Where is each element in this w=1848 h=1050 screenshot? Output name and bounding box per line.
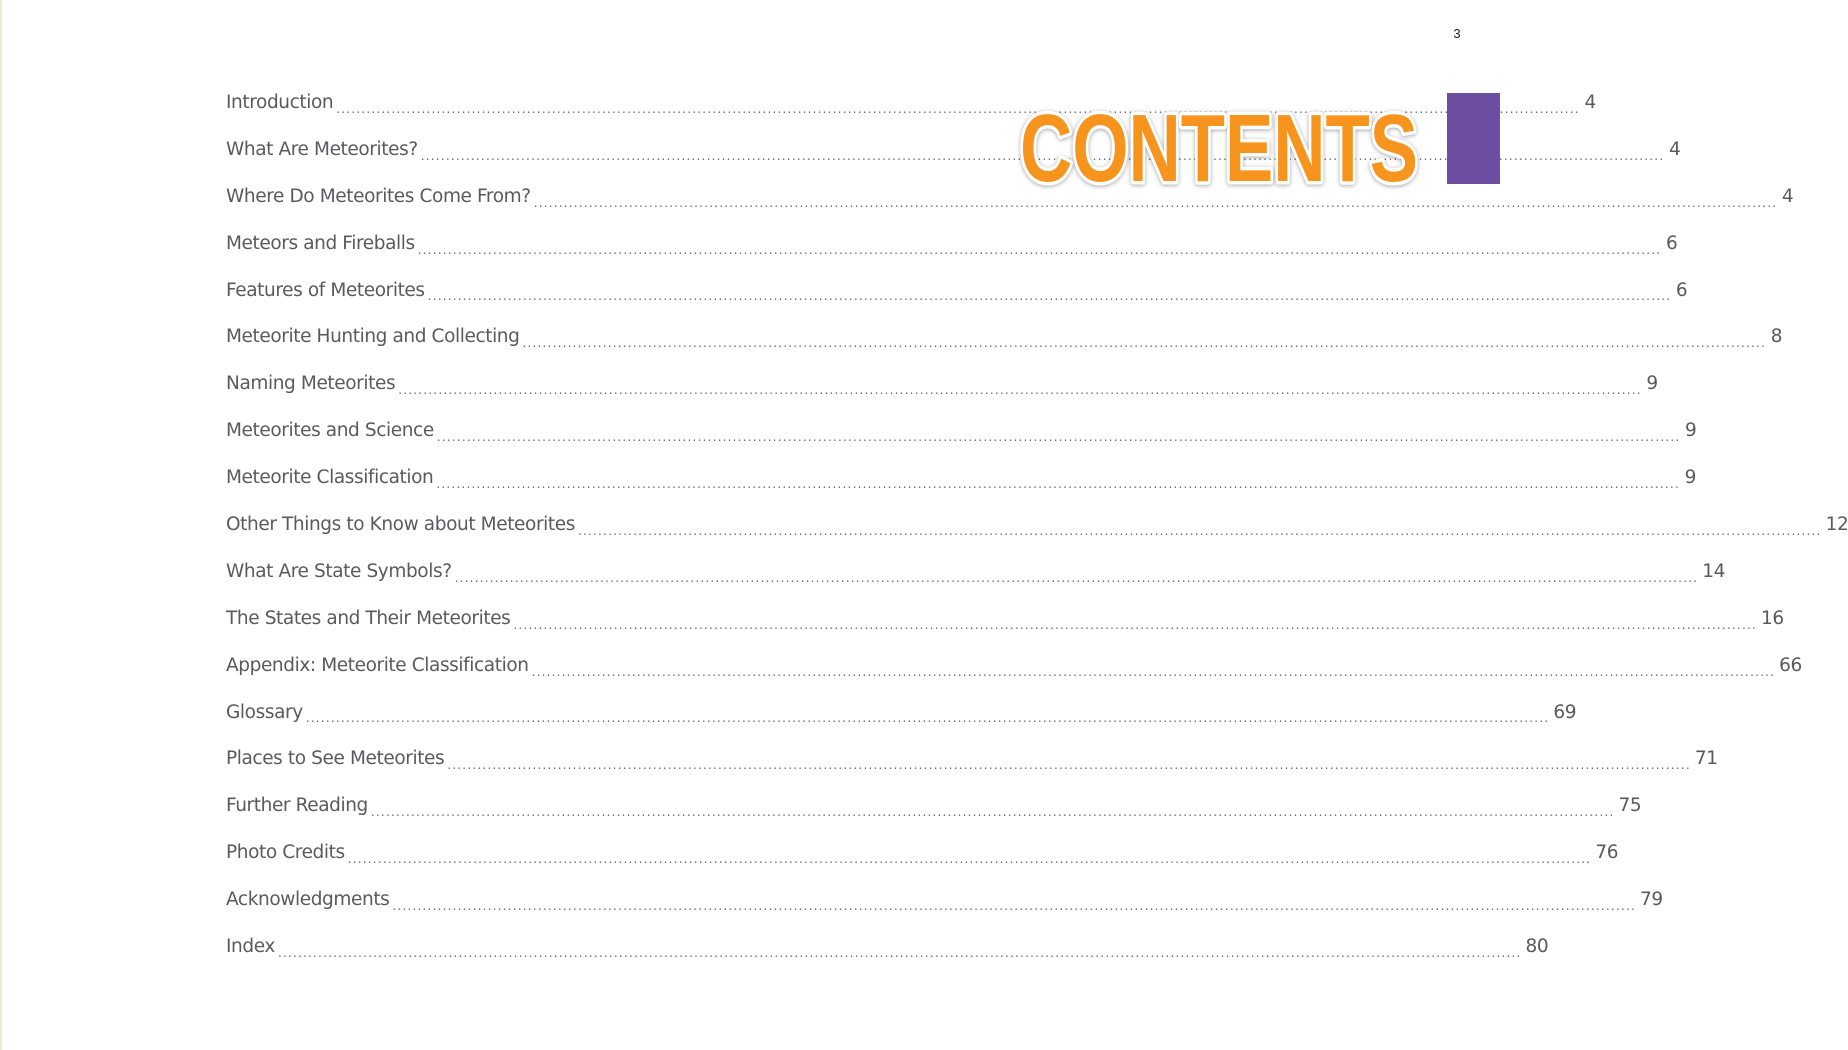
- dot-leader: [447, 747, 1691, 783]
- toc-entry[interactable]: [226, 643, 1802, 690]
- toc-entry-title: Further Reading: [226, 795, 368, 817]
- toc-entry-page: 75: [1618, 795, 1642, 817]
- toc-entry-page: 76: [1595, 842, 1619, 864]
- toc-entry-page: 66: [1779, 654, 1802, 676]
- toc-entry-title: The States and Their Meteorites: [226, 607, 511, 629]
- toc-entry-title: Places to See Meteorites: [226, 748, 445, 770]
- toc-entry-page: 4: [1668, 138, 1681, 160]
- toc-entry[interactable]: [226, 221, 1678, 268]
- toc-entry-page: 71: [1694, 748, 1718, 770]
- toc-entry-page: 14: [1702, 560, 1725, 582]
- toc-entry-page: 9: [1646, 373, 1658, 395]
- toc-entry-page: 69: [1553, 701, 1577, 723]
- toc-entry[interactable]: [226, 830, 1619, 877]
- toc-entry-title: Meteorites and Science: [226, 420, 434, 442]
- toc-entry-title: What Are State Symbols?: [226, 560, 452, 582]
- toc-entry[interactable]: [226, 314, 1783, 361]
- toc-entry[interactable]: [226, 361, 1658, 408]
- toc-entry-page: 9: [1685, 420, 1697, 442]
- dot-leader: [278, 935, 1522, 971]
- toc-entry-title: Appendix: Meteorite Classification: [226, 654, 529, 676]
- toc-entry[interactable]: [226, 736, 1718, 783]
- toc-entry-title: Photo Credits: [226, 842, 345, 864]
- toc-entry[interactable]: [226, 80, 1596, 127]
- toc-entry-page: 9: [1684, 467, 1696, 489]
- toc-entry[interactable]: [226, 596, 1784, 643]
- toc-entry[interactable]: [226, 502, 1848, 549]
- toc-entry[interactable]: [226, 549, 1725, 596]
- page-number: 3: [1453, 26, 1461, 41]
- dot-leader: [437, 419, 1681, 455]
- toc-entry[interactable]: [226, 924, 1549, 971]
- dot-leader: [348, 841, 1592, 877]
- toc-entry-page: 6: [1675, 279, 1688, 301]
- toc-entry[interactable]: [226, 455, 1696, 502]
- dot-leader: [455, 560, 1699, 596]
- dot-leader: [392, 888, 1636, 924]
- toc-entry[interactable]: [226, 174, 1794, 221]
- dot-leader: [513, 607, 1757, 643]
- toc-entry-title: Glossary: [226, 701, 303, 723]
- toc-entry-page: 80: [1525, 936, 1549, 958]
- dot-leader: [418, 232, 1662, 268]
- toc-entry-title: Acknowledgments: [226, 889, 390, 911]
- toc-entry-page: 4: [1584, 91, 1596, 113]
- toc-entry-title: Where Do Meteorites Come From?: [226, 185, 531, 207]
- toc-entry-title: Index: [226, 936, 275, 958]
- toc-entry-title: Features of Meteorites: [226, 279, 425, 301]
- toc-entry[interactable]: [226, 783, 1642, 830]
- toc-entry[interactable]: [226, 690, 1577, 737]
- dot-leader: [398, 372, 1642, 408]
- dot-leader: [532, 654, 1776, 690]
- toc-entry-title: Meteorite Classification: [226, 467, 434, 489]
- toc-entry-title: Meteors and Fireballs: [226, 232, 415, 254]
- toc-entry-page: 8: [1770, 326, 1783, 348]
- toc-entry-page: 4: [1781, 185, 1794, 207]
- toc-entry-page: 6: [1665, 232, 1678, 254]
- toc-entry-page: 12: [1825, 514, 1848, 535]
- dot-leader: [428, 278, 1672, 314]
- section-tab: [1447, 93, 1500, 184]
- dot-leader: [578, 513, 1822, 549]
- dot-leader: [436, 466, 1680, 502]
- page-edge: [0, 0, 2, 1050]
- toc-entry-page: 16: [1761, 607, 1784, 629]
- toc-entry-title: Introduction: [226, 91, 334, 113]
- toc-entry[interactable]: [226, 877, 1663, 924]
- contents-heading: [1014, 87, 1424, 202]
- toc-entry-title: What Are Meteorites?: [226, 138, 418, 160]
- dot-leader: [306, 700, 1550, 736]
- dot-leader: [371, 794, 1615, 830]
- dot-leader: [522, 325, 1766, 361]
- toc-entry[interactable]: [226, 268, 1688, 315]
- toc-entry-title: Other Things to Know about Meteorites: [226, 514, 575, 535]
- toc-entry[interactable]: [226, 127, 1681, 174]
- toc-entry[interactable]: [226, 408, 1697, 455]
- toc-entry-page: 79: [1640, 889, 1663, 911]
- contents-heading-text: CONTENTS: [1020, 95, 1418, 202]
- toc-entry-title: Naming Meteorites: [226, 373, 396, 395]
- toc-entry-title: Meteorite Hunting and Collecting: [226, 326, 520, 348]
